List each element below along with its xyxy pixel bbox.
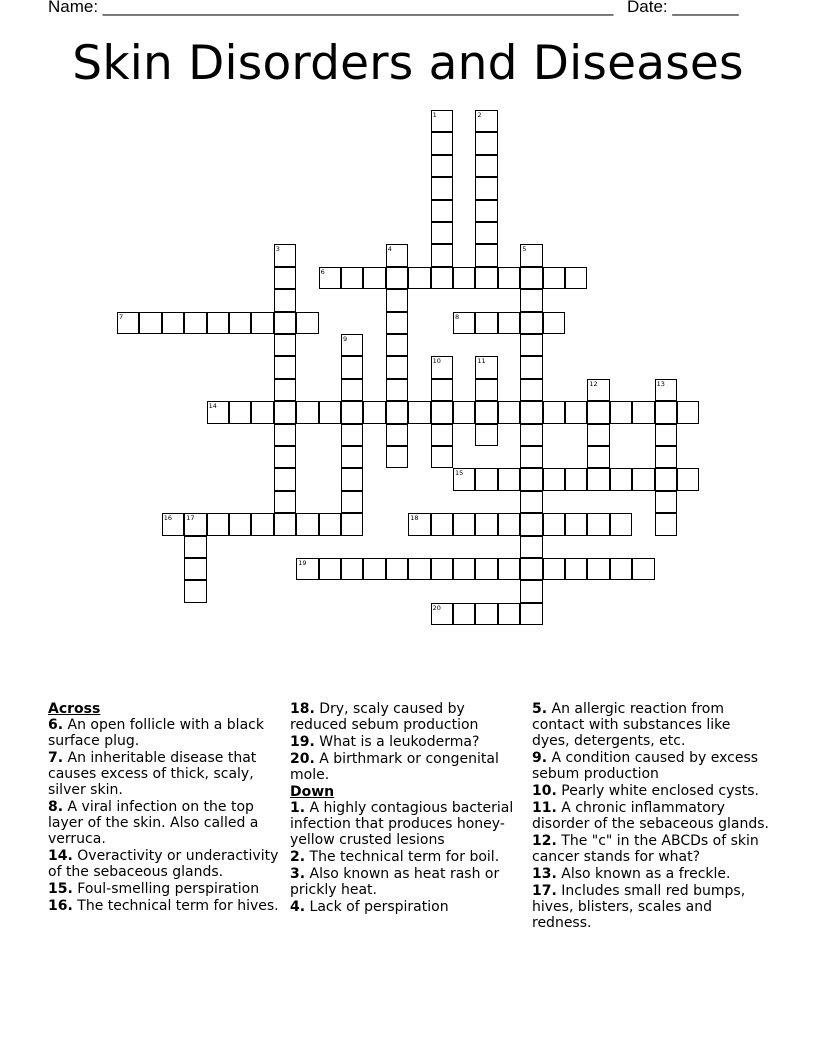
crossword-cell[interactable] [475, 424, 497, 446]
crossword-cell[interactable] [475, 200, 497, 222]
crossword-cell[interactable] [498, 468, 520, 490]
crossword-cell[interactable] [543, 401, 565, 423]
across-clue: 18. Dry, scaly caused by reduced sebum production [290, 701, 479, 733]
crossword-cell[interactable] [341, 446, 363, 468]
page-title: Skin Disorders and Diseases [72, 36, 744, 91]
crossword-cell[interactable] [274, 356, 296, 378]
crossword-cell[interactable] [475, 468, 497, 490]
clue-column-1 [48, 701, 280, 915]
crossword-cell[interactable] [229, 312, 251, 334]
clue-column-2 [290, 701, 522, 916]
crossword-cell[interactable] [453, 267, 475, 289]
crossword-cell[interactable] [386, 356, 408, 378]
crossword-cell[interactable] [431, 424, 453, 446]
crossword-cell[interactable] [587, 468, 609, 490]
crossword-cell[interactable] [274, 491, 296, 513]
clue-number-label: 15 [455, 469, 464, 478]
crossword-cell[interactable] [520, 513, 542, 535]
crossword-cell[interactable] [363, 558, 385, 580]
crossword-cell[interactable] [341, 558, 363, 580]
crossword-cell[interactable] [274, 513, 296, 535]
crossword-cell[interactable] [610, 468, 632, 490]
crossword-cell[interactable] [251, 401, 273, 423]
crossword-cell[interactable] [431, 244, 453, 266]
crossword-cell[interactable] [431, 155, 453, 177]
crossword-cell[interactable] [207, 513, 229, 535]
crossword-cell[interactable] [543, 267, 565, 289]
crossword-cell[interactable] [431, 558, 453, 580]
clue-number-label: 7 [119, 312, 124, 321]
crossword-cell[interactable] [655, 513, 677, 535]
down-clue: 17. Includes small red bumps, hives, blisters, scales and redness. [532, 883, 746, 931]
crossword-cell[interactable] [431, 200, 453, 222]
clue-number-label: 10 [432, 357, 441, 366]
crossword-cell[interactable] [453, 401, 475, 423]
crossword-cell[interactable] [655, 446, 677, 468]
down-clue: 1. A highly contagious bacterial infection that produces honey-yellow crusted lesions [290, 800, 514, 848]
crossword-cell[interactable] [655, 491, 677, 513]
crossword-cell[interactable] [475, 603, 497, 625]
across-clue: 19. What is a leukoderma? [290, 734, 480, 750]
crossword-cell[interactable] [386, 312, 408, 334]
crossword-cell[interactable] [274, 424, 296, 446]
crossword-cell[interactable] [520, 334, 542, 356]
crossword-cell[interactable] [520, 312, 542, 334]
crossword-cell[interactable] [184, 558, 206, 580]
crossword-cell[interactable] [520, 468, 542, 490]
crossword-cell[interactable] [431, 401, 453, 423]
clue-number-label: 9 [343, 335, 348, 343]
crossword-cell[interactable] [431, 446, 453, 468]
crossword-cell[interactable] [610, 401, 632, 423]
crossword-cell[interactable] [319, 558, 341, 580]
crossword-cell[interactable] [632, 401, 654, 423]
crossword-cell[interactable] [229, 513, 251, 535]
down-clue: 5. An allergic reaction from contact with substances like dyes, detergents, etc. [532, 701, 731, 749]
crossword-cell[interactable] [543, 468, 565, 490]
crossword-cell[interactable] [543, 513, 565, 535]
crossword-cell[interactable] [520, 446, 542, 468]
crossword-cell[interactable] [341, 356, 363, 378]
down-clue: 10. Pearly white enclosed cysts. [532, 783, 759, 799]
crossword-cell[interactable] [184, 312, 206, 334]
crossword-cell[interactable] [386, 267, 408, 289]
crossword-cell[interactable] [655, 401, 677, 423]
clue-number-label: 4 [387, 245, 392, 254]
crossword-cell[interactable] [341, 468, 363, 490]
crossword-cell[interactable] [610, 513, 632, 535]
across-clue: 14. Overactivity or underactivity of the sebaceous glands. [48, 848, 279, 880]
crossword-cell[interactable] [274, 312, 296, 334]
clue-number-label: 12 [589, 379, 598, 388]
crossword-cell[interactable] [184, 580, 206, 602]
crossword-cell[interactable] [587, 401, 609, 423]
crossword-cell[interactable] [565, 513, 587, 535]
crossword-cell[interactable] [475, 155, 497, 177]
crossword-cell[interactable] [319, 401, 341, 423]
crossword-cell[interactable] [386, 401, 408, 423]
crossword-cell[interactable] [431, 222, 453, 244]
down-clue: 11. A chronic inflammatory disorder of the sebaceous glands. [532, 800, 769, 832]
crossword-cell[interactable] [475, 177, 497, 199]
crossword-cell[interactable] [386, 424, 408, 446]
crossword-cell[interactable] [251, 513, 273, 535]
crossword-cell[interactable] [386, 379, 408, 401]
crossword-cell[interactable] [655, 424, 677, 446]
crossword-cell[interactable] [498, 603, 520, 625]
down-clue: 2. The technical term for boil. [290, 849, 500, 865]
down-clue: 3. Also known as heat rash or prickly heat. [290, 866, 500, 898]
crossword-cell[interactable] [229, 401, 251, 423]
crossword-cell[interactable] [453, 513, 475, 535]
down-heading: Down [290, 784, 335, 800]
across-clue: 15. Foul-smelling perspiration [48, 881, 260, 897]
crossword-cell[interactable] [274, 468, 296, 490]
crossword-cell[interactable] [587, 446, 609, 468]
across-clue: 6. An open follicle with a black surface plug. [48, 717, 264, 749]
crossword-cell[interactable] [274, 289, 296, 311]
crossword-cell[interactable] [475, 312, 497, 334]
crossword-cell[interactable] [341, 267, 363, 289]
crossword-cell[interactable] [274, 446, 296, 468]
clue-number-label: 18 [410, 514, 419, 523]
crossword-cell[interactable] [565, 558, 587, 580]
clue-number-label: 13 [656, 379, 665, 388]
crossword-cell[interactable] [610, 558, 632, 580]
crossword-cell[interactable] [520, 289, 542, 311]
crossword-cell[interactable] [341, 401, 363, 423]
crossword-cell[interactable] [475, 132, 497, 154]
crossword-cell[interactable] [543, 312, 565, 334]
crossword-cell[interactable] [475, 244, 497, 266]
crossword-cell[interactable] [520, 603, 542, 625]
crossword-cell[interactable] [296, 312, 318, 334]
crossword-cell[interactable] [296, 401, 318, 423]
crossword-cell[interactable] [386, 334, 408, 356]
crossword-cell[interactable] [520, 424, 542, 446]
crossword-cell[interactable] [162, 312, 184, 334]
crossword-cell[interactable] [498, 513, 520, 535]
clue-number-label: 16 [163, 514, 173, 523]
down-clue: 9. A condition caused by excess sebum production [532, 750, 759, 782]
crossword-cell[interactable] [520, 536, 542, 558]
crossword-cell[interactable] [677, 401, 699, 423]
crossword-cell[interactable] [565, 267, 587, 289]
clue-number-label: 17 [186, 514, 195, 523]
crossword-cell[interactable] [274, 379, 296, 401]
crossword-cell[interactable] [274, 267, 296, 289]
crossword-cell[interactable] [408, 558, 430, 580]
crossword-cell[interactable] [475, 379, 497, 401]
crossword-cell[interactable] [453, 558, 475, 580]
crossword-cell[interactable] [498, 401, 520, 423]
crossword-cell[interactable] [520, 401, 542, 423]
clue-number-label: 3 [275, 245, 280, 254]
clue-number-label: 6 [320, 267, 325, 276]
across-clue: 7. An inheritable disease that causes excess of thick, scaly, silver skin. [48, 750, 257, 798]
crossword-cell[interactable] [251, 312, 273, 334]
crossword-cell[interactable] [520, 379, 542, 401]
crossword-cell[interactable] [587, 558, 609, 580]
crossword-cell[interactable] [431, 379, 453, 401]
crossword-cell[interactable] [431, 513, 453, 535]
crossword-cell[interactable] [139, 312, 161, 334]
crossword-cell[interactable] [363, 401, 385, 423]
across-heading: Across [48, 701, 101, 717]
clue-number-label: 20 [432, 603, 441, 612]
down-clue: 4. Lack of perspiration [290, 899, 449, 915]
crossword-cell[interactable] [274, 334, 296, 356]
crossword-cell[interactable] [565, 468, 587, 490]
clue-number-label: 11 [477, 357, 486, 366]
crossword-cell[interactable] [475, 558, 497, 580]
crossword-cell[interactable] [655, 468, 677, 490]
clue-number-label: 19 [298, 559, 307, 567]
crossword-cell[interactable] [498, 312, 520, 334]
crossword-cell[interactable] [587, 513, 609, 535]
date-field-label: Date: _______ [627, 0, 739, 16]
across-clue: 16. The technical term for hives. [48, 898, 279, 914]
crossword-cell[interactable] [498, 267, 520, 289]
crossword-cell[interactable] [207, 312, 229, 334]
crossword-cell[interactable] [587, 424, 609, 446]
crossword-cell[interactable] [386, 558, 408, 580]
clue-column-3 [532, 701, 772, 932]
crossword-cell[interactable] [319, 513, 341, 535]
crossword-cell[interactable] [341, 379, 363, 401]
crossword-cell[interactable] [296, 513, 318, 535]
crossword-cell[interactable] [475, 401, 497, 423]
crossword-cell[interactable] [431, 177, 453, 199]
crossword-cell[interactable] [498, 558, 520, 580]
crossword-cell[interactable] [520, 267, 542, 289]
crossword-cell[interactable] [408, 267, 430, 289]
crossword-cell[interactable] [520, 356, 542, 378]
crossword-cell[interactable] [363, 267, 385, 289]
crossword-cell[interactable] [431, 132, 453, 154]
crossword-cell[interactable] [341, 513, 363, 535]
across-clue: 20. A birthmark or congenital mole. [290, 751, 499, 783]
crossword-cell[interactable] [475, 513, 497, 535]
across-clue: 8. A viral infection on the top layer of the skin. Also called a verruca. [48, 799, 259, 847]
clue-number-label: 2 [477, 111, 482, 119]
down-clue: 12. The "c" in the ABCDs of skin cancer stands for what? [532, 833, 759, 865]
crossword-cell[interactable] [520, 491, 542, 513]
crossword-cell[interactable] [520, 558, 542, 580]
clue-number-label: 14 [208, 402, 217, 411]
crossword-cell[interactable] [274, 401, 296, 423]
crossword-cell[interactable] [453, 603, 475, 625]
clue-number-label: 8 [455, 312, 460, 321]
crossword-cell[interactable] [431, 267, 453, 289]
crossword-cell[interactable] [632, 558, 654, 580]
crossword-cell[interactable] [520, 580, 542, 602]
crossword-cell[interactable] [565, 401, 587, 423]
crossword-cell[interactable] [386, 289, 408, 311]
crossword-cell[interactable] [341, 491, 363, 513]
down-clue: 13. Also known as a freckle. [532, 866, 731, 882]
name-field-label: Name: ______________________________________________________ [48, 0, 614, 16]
crossword-cell[interactable] [408, 401, 430, 423]
crossword-cell[interactable] [341, 424, 363, 446]
crossword-cell[interactable] [184, 536, 206, 558]
crossword-cell[interactable] [543, 558, 565, 580]
clue-number-label: 5 [522, 245, 527, 254]
crossword-cell[interactable] [475, 267, 497, 289]
clue-number-label: 1 [432, 111, 437, 119]
crossword-cell[interactable] [677, 468, 699, 490]
crossword-cell[interactable] [386, 446, 408, 468]
crossword-cell[interactable] [632, 468, 654, 490]
crossword-cell[interactable] [475, 222, 497, 244]
